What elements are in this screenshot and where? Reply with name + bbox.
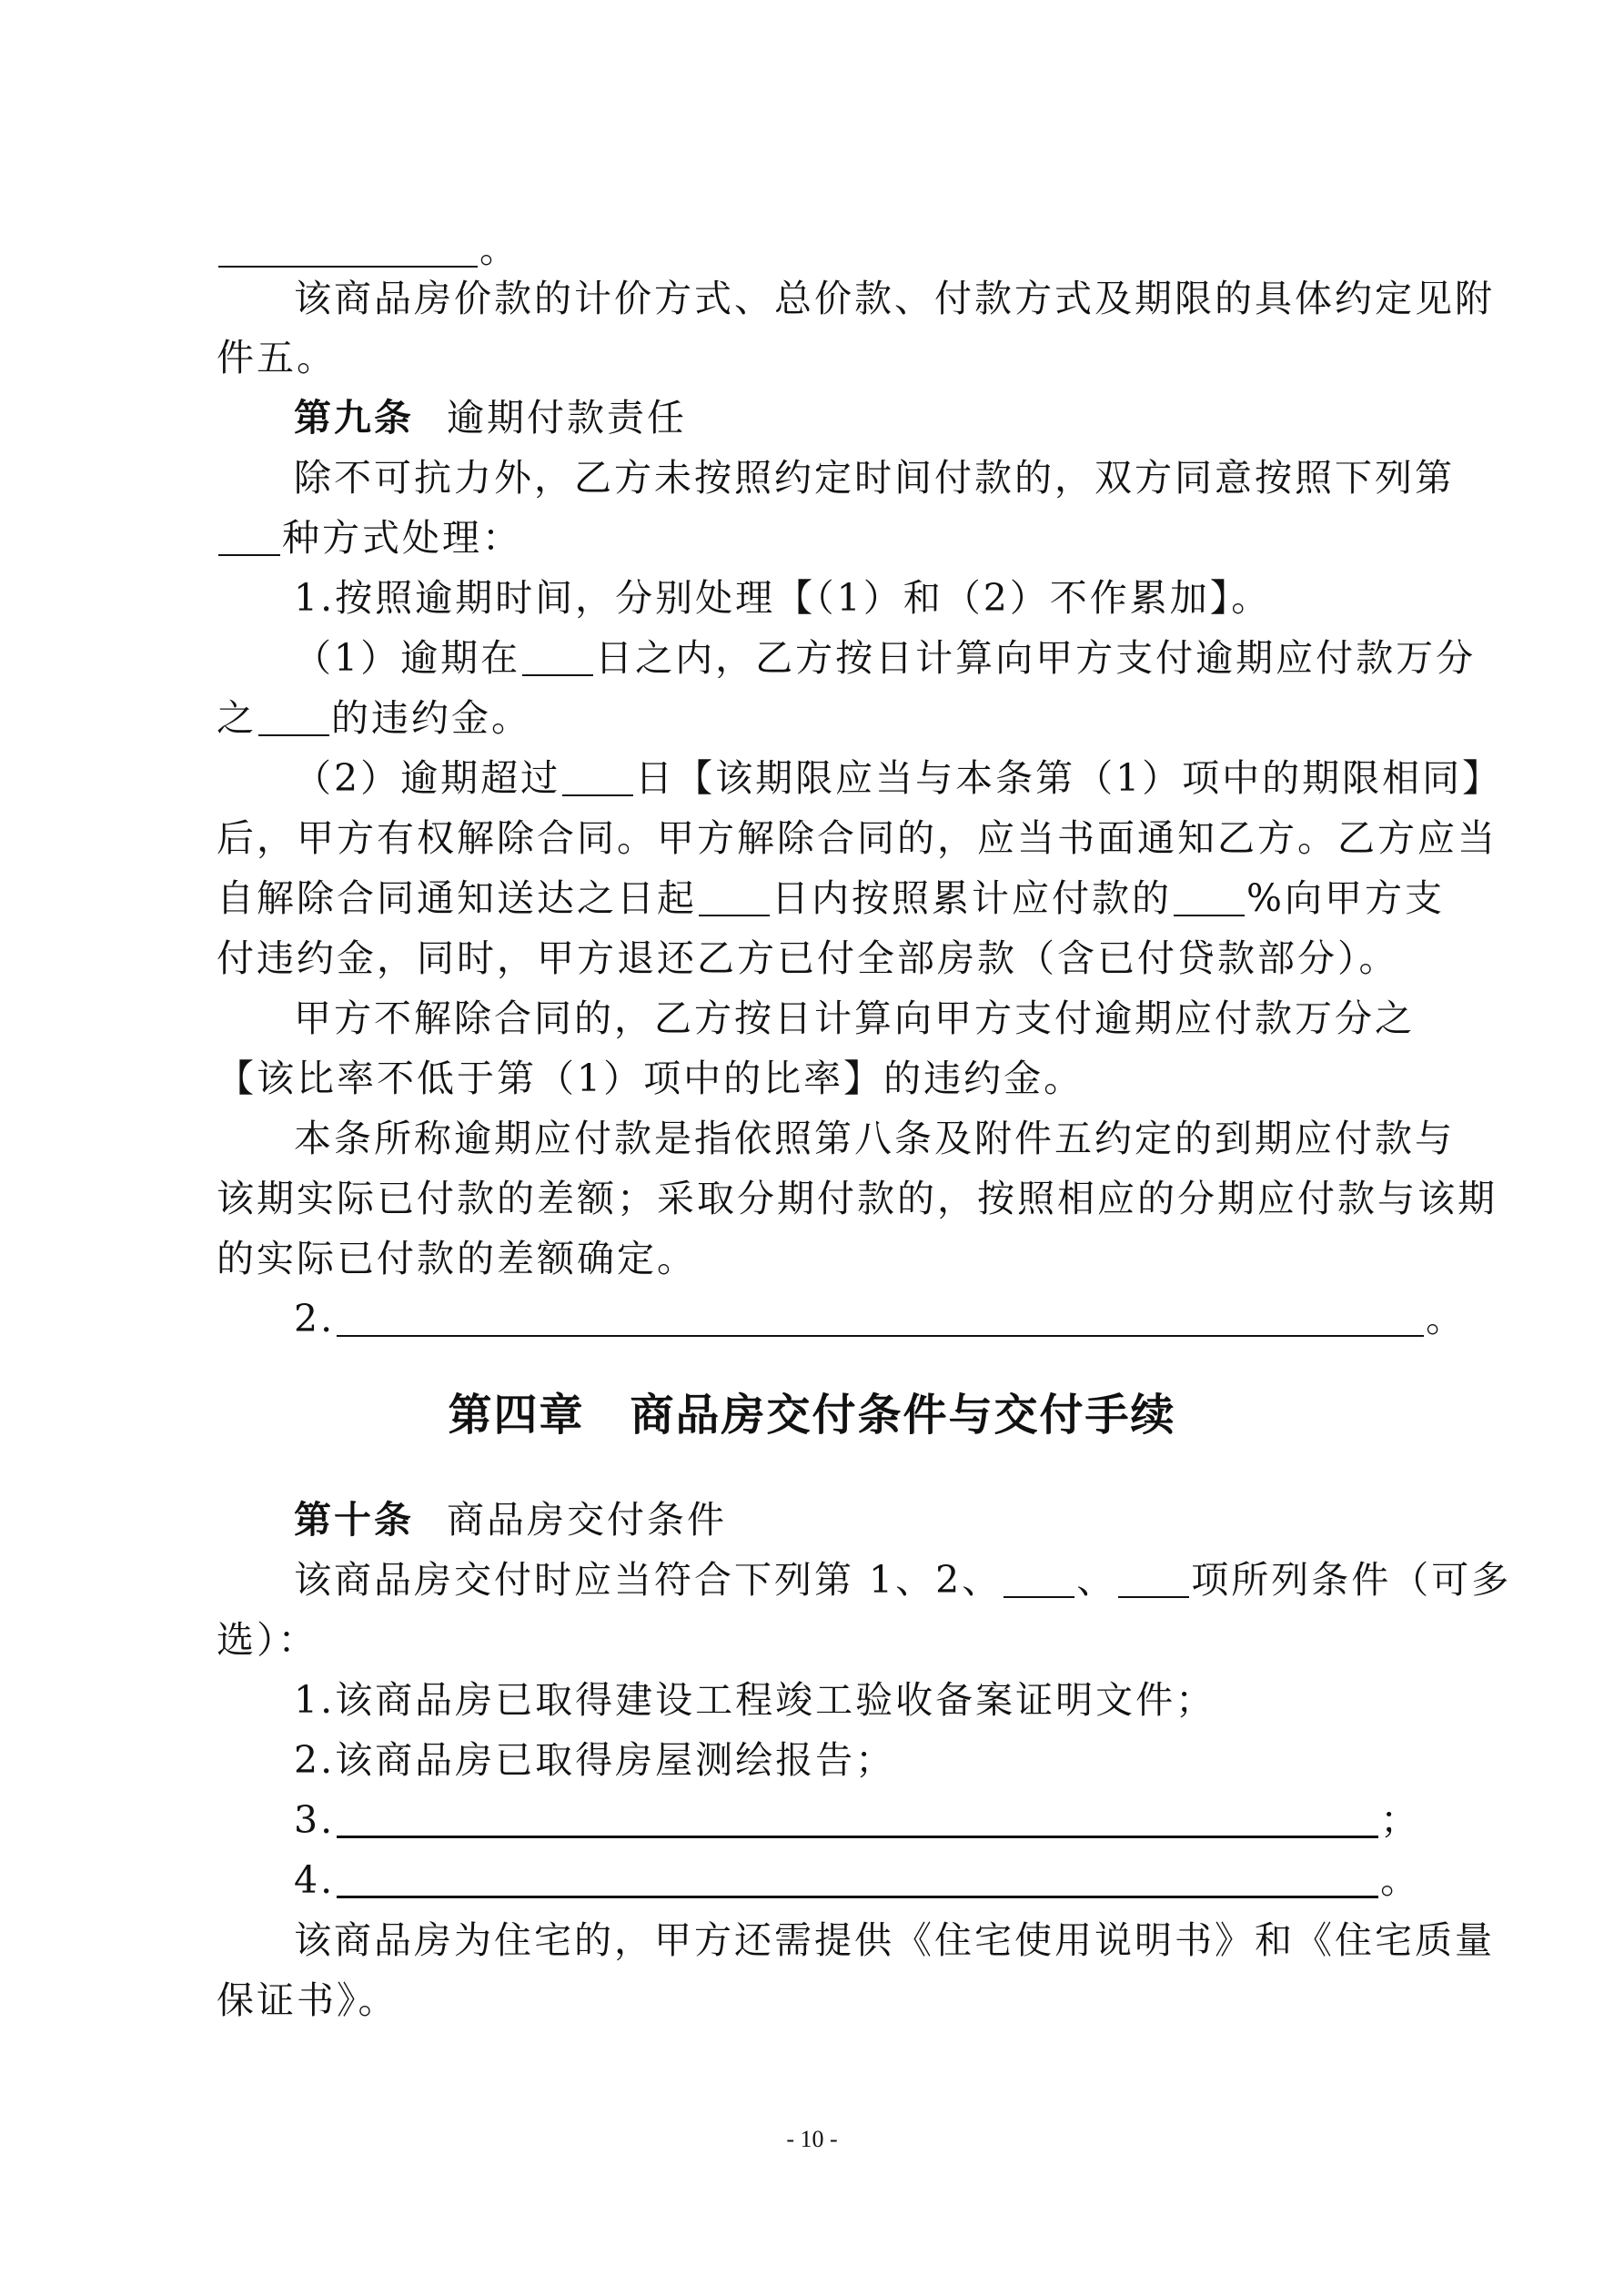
fill-blank	[562, 762, 633, 796]
fill-blank	[337, 1803, 1378, 1838]
article-title: 商品房交付条件	[447, 1498, 727, 1542]
text-line: 2.该商品房已取得房屋测绘报告；	[294, 1738, 896, 1782]
page-number: - 10 -	[786, 2126, 838, 2152]
text-line: 自解除合同通知送达之日起 日内按照累计应付款的 %向甲方支	[217, 876, 1445, 920]
fill-blank	[258, 702, 329, 736]
fill-blank	[1174, 882, 1245, 916]
text-line: 该商品房价款的计价方式、总价款、付款方式及期限的具体约定见附	[294, 277, 1495, 320]
fill-blank	[1004, 1563, 1074, 1598]
text-line: 除不可抗力外，乙方未按照约定时间付款的，双方同意按照下列第	[294, 456, 1455, 500]
text-line: 付违约金，同时，甲方退还乙方已付全部房款（含已付贷款部分）。	[217, 936, 1399, 980]
text-line: 的实际已付款的差额确定。	[217, 1237, 697, 1280]
fill-blank	[522, 642, 593, 676]
fill-blank	[218, 521, 280, 556]
text-line: 后，甲方有权解除合同。甲方解除合同的，应当书面通知乙方。乙方应当	[217, 816, 1498, 860]
text-line: 之 的违约金。	[217, 696, 531, 740]
text-line: 4. 。	[294, 1858, 1421, 1902]
text-line: 该商品房为住宅的，甲方还需提供《住宅使用说明书》和《住宅质量	[294, 1918, 1495, 1962]
text-line: 保证书》。	[217, 1978, 398, 2022]
fill-blank	[337, 1302, 1424, 1337]
text-line: 该期实际已付款的差额；采取分期付款的，按照相应的分期应付款与该期	[217, 1177, 1498, 1220]
text-line: （1）逾期在 日之内，乙方按日计算向甲方支付逾期应付款万分	[294, 636, 1477, 680]
article-heading	[294, 392, 687, 443]
fill-blank	[1118, 1563, 1189, 1598]
text-line: 3. ；	[294, 1798, 1421, 1842]
text-line: （2）逾期超过 日【该期限应当与本条第（1）项中的期限相同】	[294, 756, 1503, 800]
text-line: 【该比率不低于第（1）项中的比率】的违约金。	[217, 1057, 1084, 1100]
text-line: 件五。	[217, 336, 337, 379]
text-line: 1.该商品房已取得建设工程竣工验收备案证明文件；	[294, 1678, 1216, 1722]
text-line: 该商品房交付时应当符合下列第 1、2、 、 项所列条件（可多	[294, 1558, 1512, 1602]
text-line: 本条所称逾期应付款是指依照第八条及附件五约定的到期应付款与	[294, 1117, 1455, 1160]
text-line: 。	[217, 224, 519, 275]
article-number: 第九条	[294, 396, 414, 440]
text-line: 1.按照逾期时间，分别处理【（1）和（2）不作累加】。	[294, 576, 1272, 620]
fill-blank	[218, 233, 478, 268]
fill-blank	[337, 1863, 1378, 1898]
article-heading	[294, 1494, 727, 1545]
article-number: 第十条	[294, 1498, 414, 1542]
fill-blank	[699, 882, 770, 916]
text-line: 甲方不解除合同的，乙方按日计算向甲方支付逾期应付款万分之	[294, 996, 1415, 1040]
text-line: 2. 。	[294, 1297, 1467, 1340]
chapter-title: 第四章 商品房交付条件与交付手续	[448, 1390, 1176, 1441]
article-title: 逾期付款责任	[447, 396, 687, 440]
text-line: 种方式处理：	[217, 512, 522, 563]
text-line: 选）：	[217, 1618, 318, 1662]
